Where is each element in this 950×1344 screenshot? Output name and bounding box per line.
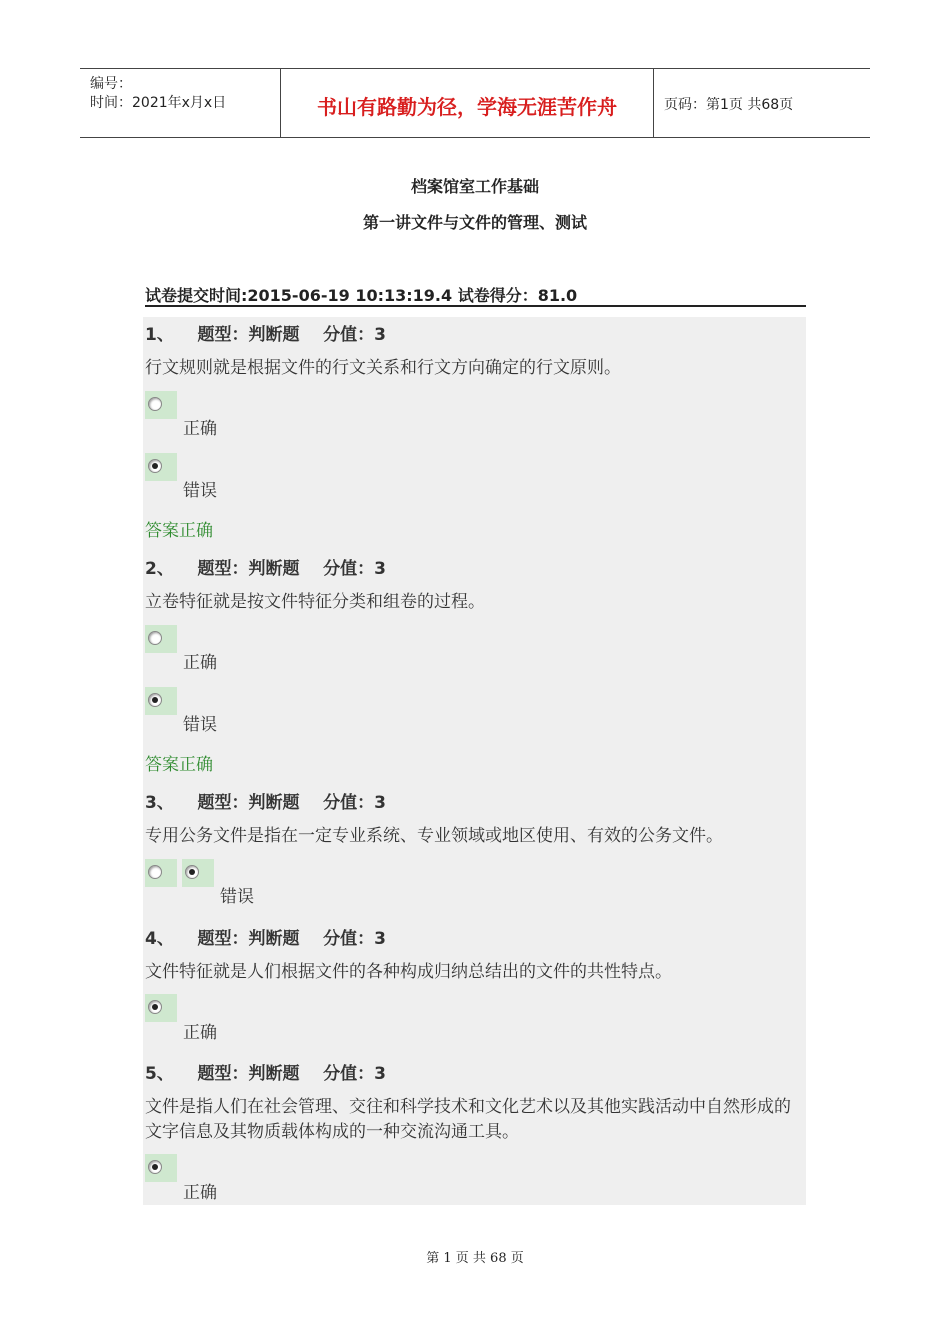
header-page-cell: [654, 69, 870, 137]
option-true-radio[interactable]: [145, 1154, 177, 1182]
page-footer: 第 1 页 共 68 页: [426, 1251, 524, 1266]
header-info-cell: [80, 69, 281, 137]
document-subtitle: 第一讲文件与文件的管理、测试: [362, 213, 587, 232]
document-date-label: 时间：2021年x月x日: [90, 95, 227, 111]
header-motto-cell: [281, 69, 654, 137]
radio-selected-icon: [148, 1000, 162, 1014]
option-true-radio[interactable]: [145, 859, 177, 887]
option-false-radio[interactable]: [182, 859, 214, 887]
option-false-radio[interactable]: [145, 453, 177, 481]
radio-unselected-icon: [148, 397, 162, 411]
radio-unselected-icon: [148, 865, 162, 879]
page-number-label: 页码：第1页 共68页: [664, 97, 794, 113]
option-false-label: 错误: [183, 481, 217, 501]
question-text: 文件特征就是人们根据文件的各种构成归纳总结出的文件的共性特点。: [145, 962, 672, 982]
option-false-label: 错误: [220, 887, 254, 907]
question-header: 2、 题型：判断题 分值：3: [145, 559, 387, 579]
question-header: 1、 题型：判断题 分值：3: [145, 325, 387, 345]
question-text: 专用公务文件是指在一定专业系统、专业领域或地区使用、有效的公务文件。: [145, 826, 723, 846]
radio-selected-icon: [148, 1160, 162, 1174]
radio-selected-icon: [185, 865, 199, 879]
header-table: [80, 68, 870, 138]
option-true-label: 正确: [183, 1183, 217, 1203]
option-false-label: 错误: [183, 715, 217, 735]
option-true-label: 正确: [183, 1023, 217, 1043]
radio-selected-icon: [148, 693, 162, 707]
motto-text: 书山有路勤为径，学海无涯苦作舟: [317, 95, 617, 119]
answer-verdict: 答案正确: [145, 521, 213, 541]
radio-selected-icon: [148, 459, 162, 473]
radio-unselected-icon: [148, 631, 162, 645]
question-header: 3、 题型：判断题 分值：3: [145, 793, 387, 813]
answer-verdict: 答案正确: [145, 755, 213, 775]
option-true-label: 正确: [183, 419, 217, 439]
option-true-radio[interactable]: [145, 994, 177, 1022]
document-title: 档案馆室工作基础: [410, 177, 539, 196]
question-text: 文件是指人们在社会管理、交往和科学技术和文化艺术以及其他实践活动中自然形成的文字信息及其物质载体构成的一种交流沟通工具。: [145, 1097, 791, 1142]
question-text: 立卷特征就是按文件特征分类和组卷的过程。: [145, 592, 485, 612]
document-number-label: 编号：: [90, 76, 132, 92]
submission-info: 试卷提交时间:2015-06-19 10:13:19.4 试卷得分：81.0: [145, 283, 806, 307]
question-header: 4、 题型：判断题 分值：3: [145, 929, 387, 949]
question-header: 5、 题型：判断题 分值：3: [145, 1064, 387, 1084]
option-true-radio[interactable]: [145, 391, 177, 419]
option-true-label: 正确: [183, 653, 217, 673]
question-text: 行文规则就是根据文件的行文关系和行文方向确定的行文原则。: [145, 358, 621, 378]
option-false-radio[interactable]: [145, 687, 177, 715]
option-true-radio[interactable]: [145, 625, 177, 653]
